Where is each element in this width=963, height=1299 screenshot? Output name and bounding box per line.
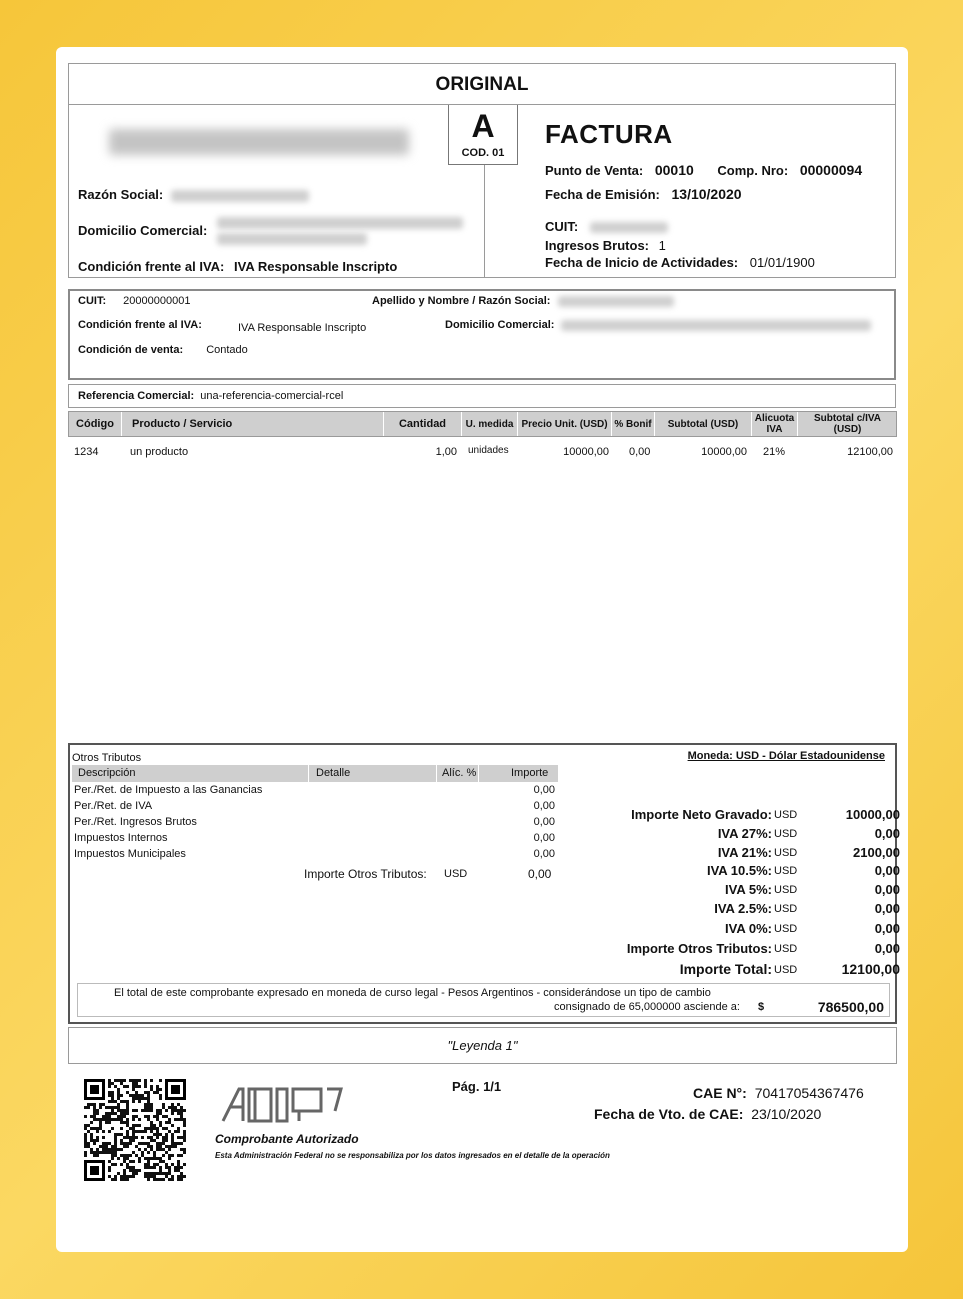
tributos-col-descripcion: Descripción (78, 767, 136, 779)
domicilio-blurred-1 (217, 217, 463, 229)
grand-total-currency: USD (774, 964, 798, 976)
cae-row (693, 1085, 864, 1101)
comp-nro-value: 00000094 (799, 162, 863, 178)
total-line-label: IVA 5%: (725, 882, 772, 897)
leyenda-text: "Leyenda 1" (447, 1038, 518, 1053)
inicio-act-label: Fecha de Inicio de Actividades: (545, 255, 739, 270)
grand-total-value: 12100,00 (841, 961, 900, 977)
total-line-value: 0,00 (874, 901, 900, 916)
total-line-currency: USD (774, 884, 798, 896)
tributos-importe: 0,00 (533, 832, 555, 844)
row-medida: unidades (468, 445, 509, 456)
total-line-value: 0,00 (874, 882, 900, 897)
receiver-venta-label: Condición de venta: (78, 344, 184, 356)
issuer-cuit-blurred (590, 222, 668, 233)
total-line (590, 863, 900, 881)
total-line (590, 901, 900, 919)
total-line-currency: USD (774, 865, 798, 877)
total-line-value: 10000,00 (845, 807, 900, 822)
row-cantidad: 1,00 (435, 446, 457, 458)
tributos-importe: 0,00 (533, 784, 555, 796)
footer-disclaimer: Esta Administración Federal no se responsabiliza por los datos ingresados en el detalle de la operación (215, 1151, 610, 1160)
inicio-act-row (545, 255, 815, 270)
punto-venta-label: Punto de Venta: (545, 163, 644, 178)
legal-value: 786500,00 (817, 999, 884, 1015)
totals-box (68, 743, 900, 1024)
row-precio: 10000,00 (563, 446, 609, 458)
domicilio-blurred-2 (217, 233, 367, 245)
otros-tributos-title: Otros Tributos (72, 752, 142, 764)
receiver-nombre-blurred (558, 296, 674, 307)
doc-type-title: FACTURA (545, 119, 673, 149)
legal-currency-box (77, 983, 890, 1017)
total-line-currency: USD (774, 923, 798, 935)
grand-total-label: Importe Total: (679, 961, 772, 977)
inicio-act-value: 01/01/1900 (749, 255, 815, 270)
receiver-nombre-label: Apellido y Nombre / Razón Social: (372, 295, 551, 307)
legal-line-2: consignado de 65,000000 asciende a: (554, 1001, 740, 1013)
total-line (590, 807, 900, 825)
receiver-iva-label: Condición frente al IVA: (78, 319, 202, 331)
iva-row (78, 259, 397, 274)
cae-vto-label: Fecha de Vto. de CAE: (594, 1106, 744, 1122)
issuer-divider (484, 165, 485, 278)
tributos-col-detalle: Detalle (316, 767, 351, 779)
tributos-sep-2 (436, 765, 437, 782)
tributos-descripcion: Per./Ret. Ingresos Brutos (74, 816, 197, 828)
receiver-venta-value: Contado (206, 344, 248, 356)
total-line (590, 941, 900, 959)
tributos-importe: 0,00 (533, 800, 555, 812)
col-medida: U. medida (462, 412, 518, 436)
fecha-emision-row (545, 186, 742, 202)
ingresos-brutos-label: Ingresos Brutos: (545, 238, 650, 253)
table-row (68, 446, 897, 462)
leyenda-box (68, 1027, 897, 1064)
total-line-value: 0,00 (874, 941, 900, 956)
comprobante-autorizado: Comprobante Autorizado (215, 1132, 359, 1146)
row-codigo: 1234 (74, 446, 99, 458)
tributos-total-currency: USD (444, 868, 468, 880)
total-line-label: IVA 27%: (717, 826, 772, 841)
letter-box (448, 105, 518, 165)
legal-line-1: El total de este comprobante expresado en moneda de curso legal - Pesos Argentinos - considerándose un tipo de cambio (114, 987, 711, 999)
total-line (590, 845, 900, 863)
total-line-currency: USD (774, 847, 798, 859)
receiver-domicilio-label: Domicilio Comercial: (445, 319, 555, 331)
comp-nro-label: Comp. Nro: (717, 163, 789, 178)
afip-logo (219, 1085, 345, 1125)
razon-social-label: Razón Social: (78, 187, 164, 202)
iva-label: Condición frente al IVA: (78, 259, 225, 274)
total-line-label: IVA 10.5%: (706, 863, 772, 878)
referencia-value: una-referencia-comercial-rcel (200, 390, 344, 402)
tributos-row (72, 816, 558, 832)
receiver-box (68, 289, 896, 380)
row-subtotal: 10000,00 (701, 446, 747, 458)
tributos-row (72, 784, 558, 800)
tributos-descripcion: Per./Ret. de Impuesto a las Ganancias (74, 784, 263, 796)
referencia-label: Referencia Comercial: (78, 390, 195, 402)
iva-value: IVA Responsable Inscripto (234, 259, 398, 274)
copy-label: ORIGINAL (435, 74, 529, 95)
total-line-label: Importe Otros Tributos: (626, 941, 772, 956)
tributos-col-alic: Alíc. % (442, 767, 477, 779)
cae-label: CAE N°: (693, 1085, 747, 1101)
page-number: Pág. 1/1 (452, 1079, 502, 1094)
tributos-col-importe: Importe (511, 767, 549, 779)
invoice-card (56, 47, 908, 1252)
tributos-descripcion: Impuestos Internos (74, 832, 168, 844)
tributos-total-row (304, 867, 558, 883)
tributos-row (72, 832, 558, 848)
total-line-value: 0,00 (874, 863, 900, 878)
total-line-label: IVA 21%: (717, 845, 772, 860)
receiver-venta-row (78, 344, 248, 356)
row-producto: un producto (130, 446, 189, 458)
invoice-code: COD. 01 (461, 147, 505, 159)
total-line (590, 882, 900, 900)
issuer-cuit-row (545, 219, 668, 234)
receiver-domicilio-row (445, 319, 871, 331)
cae-vto-row (594, 1106, 821, 1122)
tributos-sep-1 (308, 765, 309, 782)
fecha-emision-label: Fecha de Emisión: (545, 187, 660, 202)
total-line-currency: USD (774, 809, 798, 821)
tributos-descripcion: Per./Ret. de IVA (74, 800, 153, 812)
tributos-descripcion: Impuestos Municipales (74, 848, 186, 860)
tributos-total-label: Importe Otros Tributos: (304, 867, 427, 881)
total-line-value: 0,00 (874, 921, 900, 936)
tributos-importe: 0,00 (533, 816, 555, 828)
cae-value: 70417054367476 (754, 1085, 864, 1101)
issuer-box (68, 104, 896, 278)
row-subtotal-iva: 12100,00 (847, 446, 893, 458)
tributos-total-value: 0,00 (528, 867, 552, 881)
ingresos-brutos-row (545, 238, 666, 253)
receiver-cuit-label: CUIT: (78, 295, 107, 307)
receiver-domicilio-blurred (561, 320, 871, 331)
total-line-value: 2100,00 (853, 845, 900, 860)
tributos-importe: 0,00 (533, 848, 555, 860)
tributos-sep-3 (478, 765, 479, 782)
receiver-iva-row (78, 319, 202, 331)
total-line-label: IVA 2.5%: (714, 901, 772, 916)
total-line-value: 0,00 (874, 826, 900, 841)
total-line-label: IVA 0%: (725, 921, 772, 936)
col-codigo: Código (69, 412, 122, 436)
punto-venta-value: 00010 (654, 162, 694, 178)
issuer-name-blurred (109, 129, 409, 155)
receiver-iva-value: IVA Responsable Inscripto (238, 322, 367, 334)
fecha-emision-value: 13/10/2020 (671, 186, 742, 202)
tributos-row (72, 848, 558, 864)
cae-vto-value: 23/10/2020 (751, 1106, 822, 1122)
razon-social-blurred (171, 190, 309, 202)
referencia-box (68, 384, 896, 408)
row-bonif: 0,00 (629, 446, 651, 458)
row-alicuota: 21% (763, 446, 786, 458)
total-line (590, 826, 900, 844)
moneda-label: Moneda: USD - Dólar Estadounidense (687, 750, 885, 762)
items-table-header (68, 411, 897, 437)
col-precio: Precio Unit. (USD) (518, 412, 612, 436)
logo-text (219, 1085, 345, 1086)
total-line-label: Importe Neto Gravado: (631, 807, 772, 822)
total-line-currency: USD (774, 828, 798, 840)
punto-venta-row (545, 162, 862, 178)
col-subtotal-iva: Subtotal c/IVA (USD) (813, 413, 882, 435)
issuer-cuit-label: CUIT: (545, 219, 579, 234)
domicilio-label: Domicilio Comercial: (78, 223, 208, 238)
grand-total-line (590, 961, 900, 979)
referencia-row (78, 390, 343, 402)
qr-code (84, 1079, 186, 1181)
domicilio-row (78, 223, 207, 238)
total-line-currency: USD (774, 903, 798, 915)
col-producto: Producto / Servicio (122, 412, 384, 436)
col-alicuota: Alicuota IVA (752, 412, 798, 436)
receiver-cuit-row (78, 295, 190, 307)
tributos-row (72, 800, 558, 816)
ingresos-brutos-value: 1 (658, 238, 666, 253)
col-cantidad: Cantidad (384, 412, 462, 436)
total-line (590, 921, 900, 939)
razon-social-row (78, 187, 309, 202)
legal-currency: $ (758, 1001, 765, 1013)
tributos-table-header (72, 765, 558, 782)
total-line-currency: USD (774, 943, 798, 955)
col-subtotal: Subtotal (USD) (655, 412, 752, 436)
invoice-letter: A (471, 108, 495, 144)
receiver-nombre-row (372, 295, 674, 307)
copy-header-box (68, 63, 896, 105)
receiver-cuit-value: 20000000001 (123, 295, 191, 307)
col-bonif: % Bonif (612, 412, 655, 436)
